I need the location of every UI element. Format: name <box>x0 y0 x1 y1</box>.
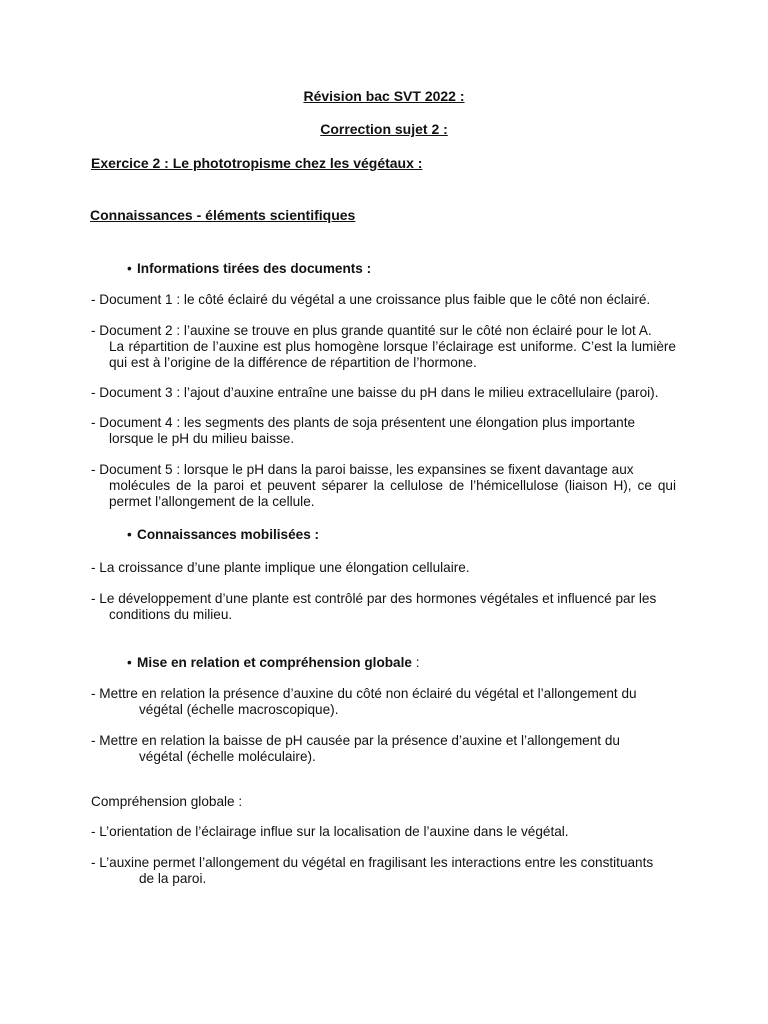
paragraph-first-line: - Mettre en relation la baisse de pH causée par la présence d’auxine et l’allongement du <box>91 733 620 748</box>
paragraph-continuation: végétal (échelle macroscopique). <box>139 702 339 717</box>
connaissances-heading-label: Connaissances mobilisées : <box>137 527 320 542</box>
informations-heading <box>127 261 371 277</box>
paragraph-continuation: végétal (échelle moléculaire). <box>139 749 316 764</box>
paragraph-first-line: - Document 5 : lorsque le pH dans la paroi baisse, les expansines se fixent davantage aux <box>91 462 634 477</box>
relation-2-paragraph <box>91 733 676 765</box>
paragraph-first-line: - Document 1 : le côté éclairé du végétal a une croissance plus faible que le côté non éclairé. <box>91 292 651 307</box>
connaissances-heading <box>127 527 319 543</box>
section-title: Connaissances - éléments scientifiques <box>90 207 356 223</box>
paragraph-first-line: - Document 4 : les segments des plants de soja présentent une élongation plus importante <box>91 415 636 430</box>
bullet-icon: • <box>127 261 132 276</box>
paragraph-first-line: - Document 2 : l’auxine se trouve en plus grande quantité sur le côté non éclairé pour le lot A. <box>91 323 652 338</box>
paragraph-continuation: molécules de la paroi et peuvent séparer la cellulose de l’hémicellulose (liaison H), ce qui permet l’allongement de la cellule. <box>109 478 676 509</box>
paragraph-continuation: lorsque le pH du milieu baisse. <box>109 431 295 446</box>
bullet-icon: • <box>127 655 132 670</box>
paragraph-first-line: - L’auxine permet l’allongement du végétal en fragilisant les interactions entre les constituants <box>91 855 654 870</box>
document-4-paragraph <box>91 415 676 447</box>
relation-heading-suffix: : <box>411 655 420 670</box>
informations-heading-label: Informations tirées des documents : <box>137 261 372 276</box>
connaissance-2-paragraph <box>91 591 676 623</box>
relation-heading-label: Mise en relation et compréhension globale <box>137 655 412 670</box>
document-3-paragraph <box>91 385 676 401</box>
document-subtitle: Correction sujet 2 : <box>320 121 448 137</box>
document-2-paragraph <box>91 323 676 371</box>
paragraph-first-line: - La croissance d’une plante implique une élongation cellulaire. <box>91 560 470 575</box>
exercise-title: Exercice 2 : Le phototropisme chez les végétaux : <box>91 155 423 171</box>
globale-2-paragraph <box>91 855 676 887</box>
document-1-paragraph <box>91 292 676 308</box>
paragraph-continuation: La répartition de l’auxine est plus homogène lorsque l’éclairage est uniforme. C’est la lumière qui est à l’origine de la différence de répartition de l’hormone. <box>109 339 676 370</box>
document-title: Révision bac SVT 2022 : <box>303 88 465 104</box>
paragraph-continuation: de la paroi. <box>139 871 207 886</box>
relation-1-paragraph <box>91 686 676 718</box>
globale-1-paragraph <box>91 824 676 840</box>
document-5-paragraph <box>91 462 676 510</box>
paragraph-continuation: conditions du milieu. <box>109 607 233 622</box>
connaissance-1-paragraph <box>91 560 676 576</box>
paragraph-first-line: - Document 3 : l’ajout d’auxine entraîne une baisse du pH dans le milieu extracellulaire (paroi). <box>91 385 659 400</box>
paragraph-first-line: - Le développement d’une plante est contrôlé par des hormones végétales et influencé par les <box>91 591 657 606</box>
paragraph-first-line: - L’orientation de l’éclairage influe sur la localisation de l’auxine dans le végétal. <box>91 824 569 839</box>
bullet-icon: • <box>127 527 132 542</box>
globale-heading: Compréhension globale : <box>91 794 243 809</box>
relation-heading <box>127 655 420 671</box>
paragraph-first-line: - Mettre en relation la présence d’auxine du côté non éclairé du végétal et l’allongement du <box>91 686 637 701</box>
